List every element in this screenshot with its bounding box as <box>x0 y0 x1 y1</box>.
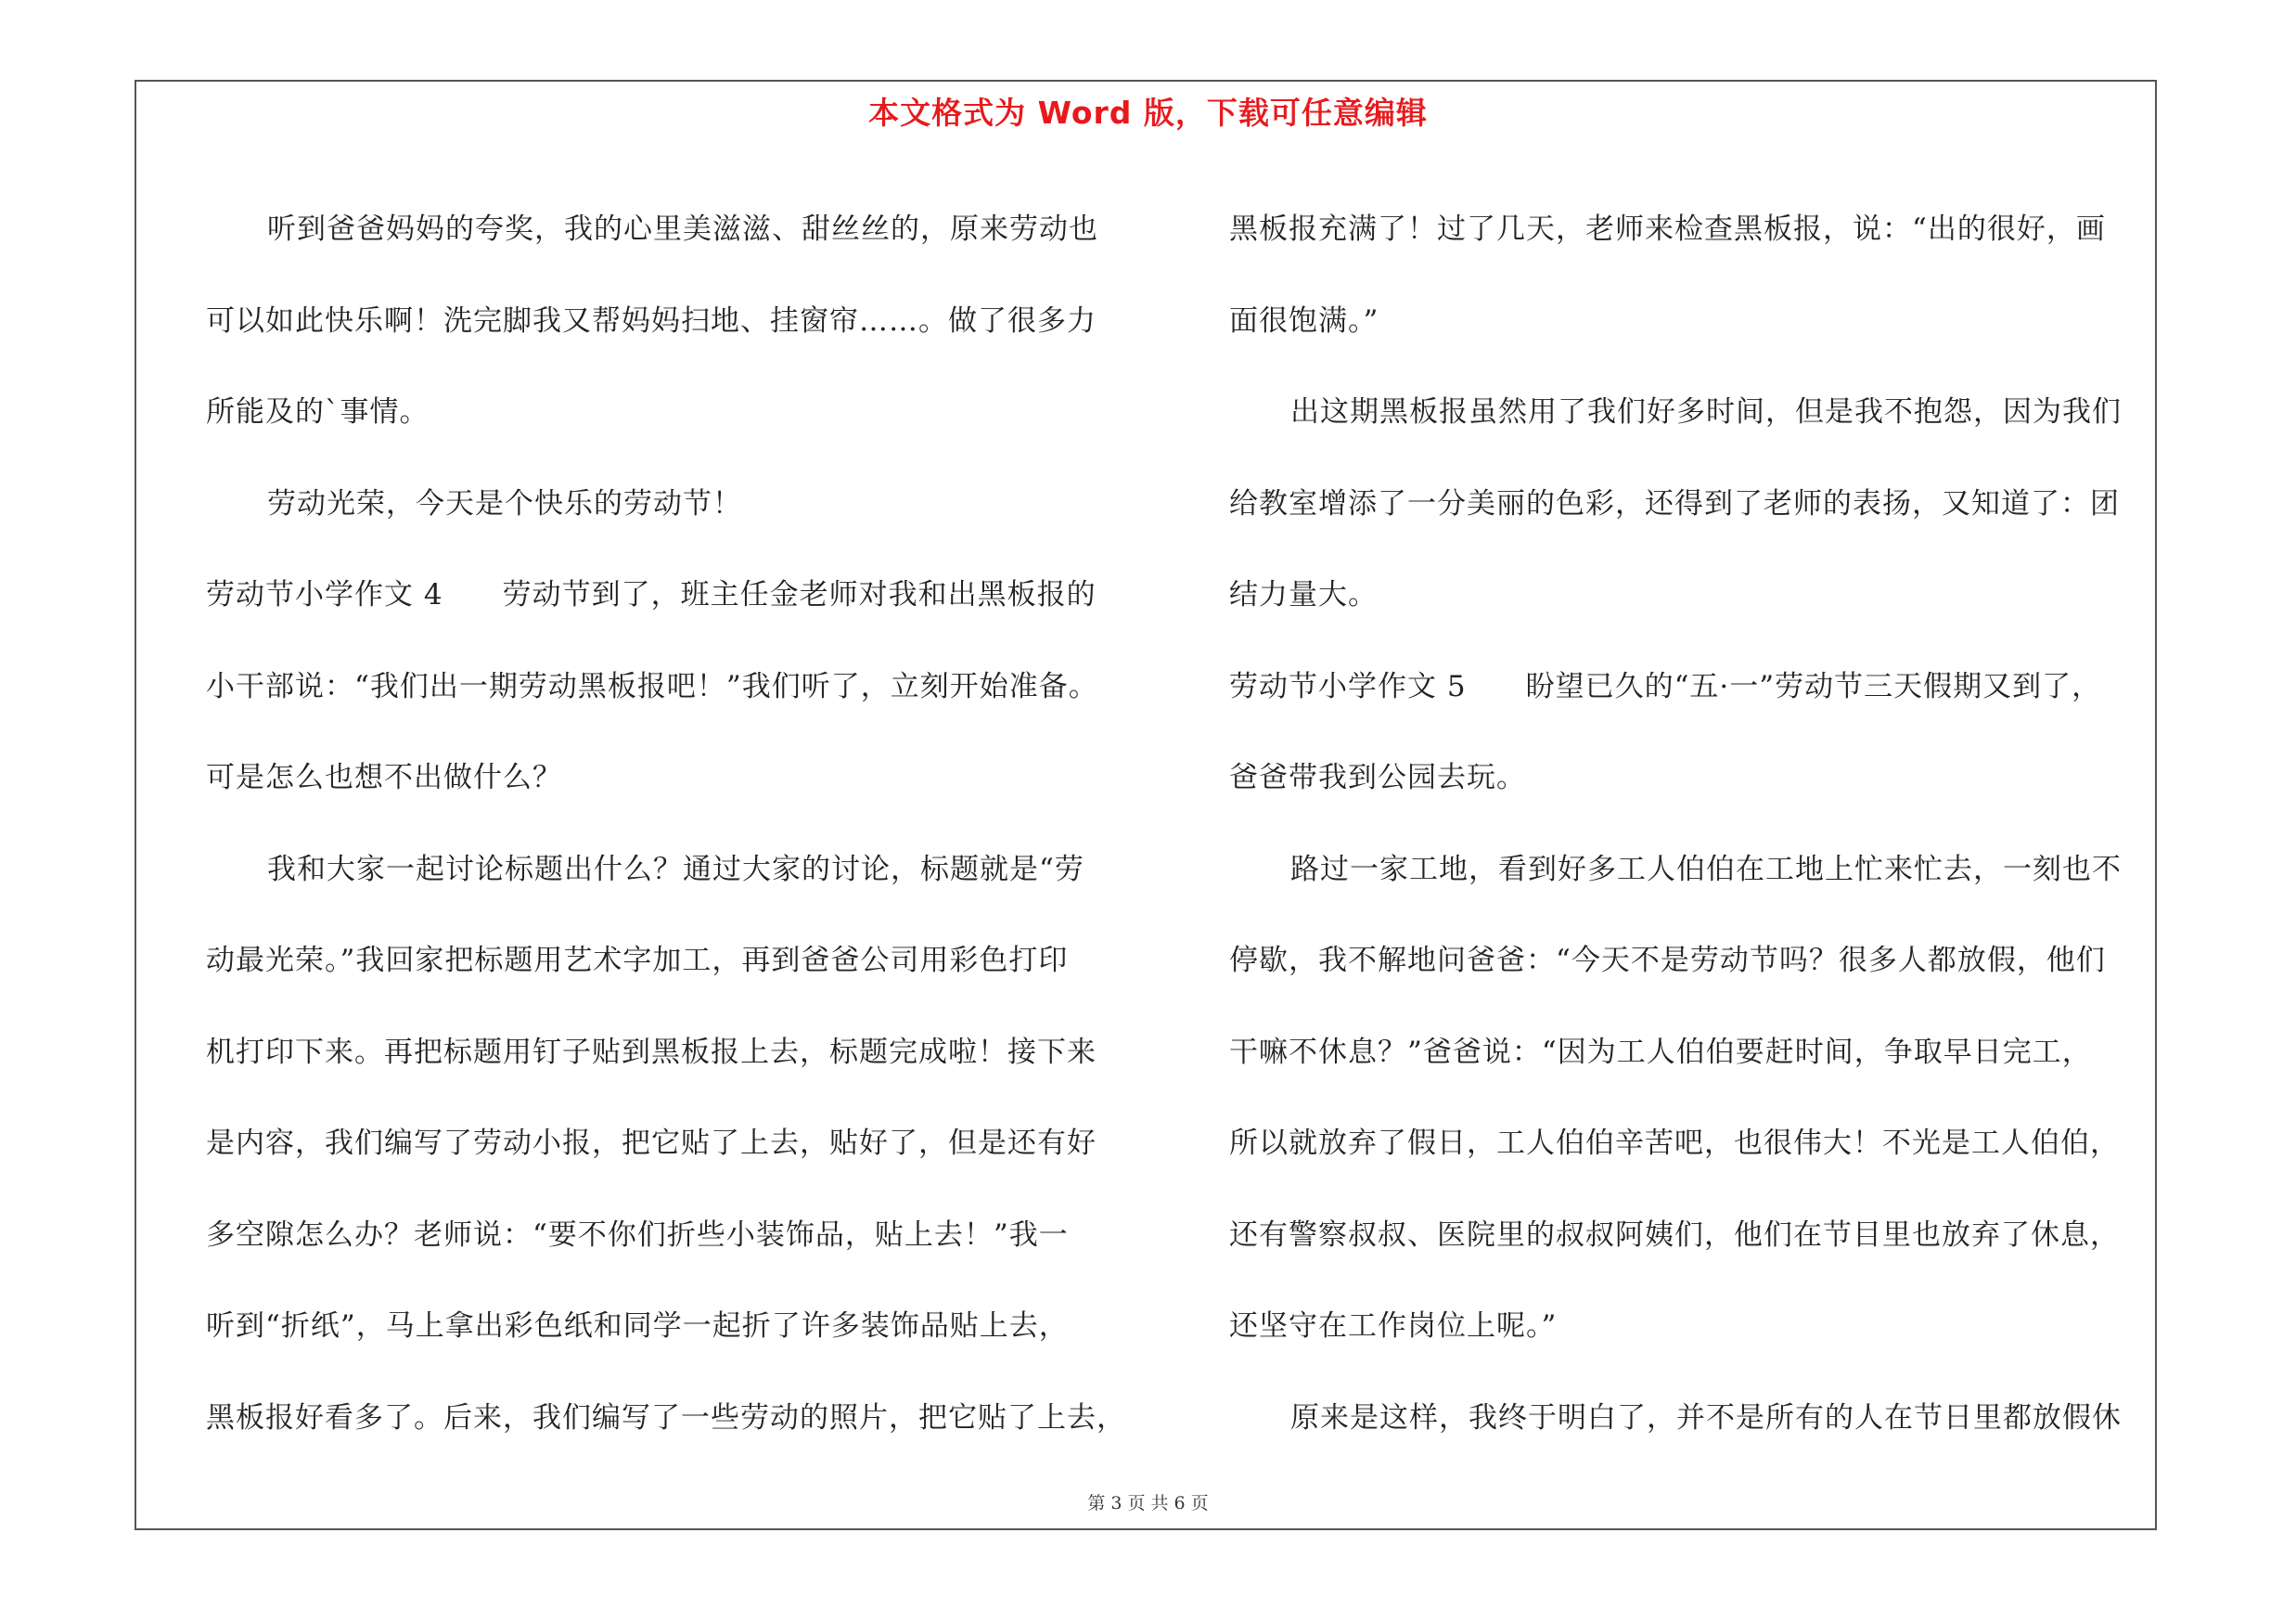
text-line: 劳动光荣，今天是个快乐的劳动节！ <box>267 486 742 521</box>
text-line: 听到“折纸”，马上拿出彩色纸和同学一起折了许多装饰品贴上去， <box>206 1309 1069 1343</box>
text-line: 动最光荣。”我回家把标题用艺术字加工，再到爸爸公司用彩色打印 <box>206 944 1069 977</box>
text-line: 劳动节小学作文 4 劳动节到了，班主任金老师对我和出黑板报的 <box>206 578 1097 612</box>
text-line: 机打印下来。再把标题用钉子贴到黑板报上去，标题完成啦！接下来 <box>206 1035 1097 1069</box>
text-line: 劳动节小学作文 5 盼望已久的“五·一”劳动节三天假期又到了， <box>1229 669 2102 703</box>
text-line: 干嘛不休息？”爸爸说：“因为工人伯伯要赶时间，争取早日完工， <box>1229 1035 2092 1069</box>
left-text-column <box>206 184 1143 1463</box>
text-line: 小干部说：“我们出一期劳动黑板报吧！”我们听了，立刻开始准备。 <box>206 669 1098 703</box>
text-line: 多空隙怎么办？老师说：“要不你们折些小装饰品，贴上去！”我一 <box>206 1217 1069 1252</box>
text-line: 还有警察叔叔、医院里的叔叔阿姨们，他们在节目里也放弃了休息， <box>1229 1217 2120 1252</box>
text-line: 结力量大。 <box>1229 578 1378 612</box>
text-line: 原来是这样，我终于明白了，并不是所有的人在节日里都放假休 <box>1290 1400 2122 1435</box>
text-line: 出这期黑板报虽然用了我们好多时间，但是我不抱怨，因为我们 <box>1290 395 2122 429</box>
right-text-column <box>1229 184 2159 1463</box>
text-line: 还坚守在工作岗位上呢。” <box>1229 1309 1558 1343</box>
page-footer: 第 3 页 共 6 页 <box>1087 1493 1209 1514</box>
text-line: 所能及的`事情。 <box>206 395 430 429</box>
text-line: 可以如此快乐啊！洗完脚我又帮妈妈扫地、挂窗帘……。做了很多力 <box>206 303 1097 338</box>
text-line: 停歇，我不解地问爸爸：“今天不是劳动节吗？很多人都放假，他们 <box>1229 944 2106 977</box>
text-line: 是内容，我们编写了劳动小报，把它贴了上去，贴好了，但是还有好 <box>206 1127 1097 1160</box>
text-line: 爸爸带我到公园去玩。 <box>1229 761 1526 794</box>
text-line: 给教室增添了一分美丽的色彩，还得到了老师的表扬，又知道了：团 <box>1229 486 2120 521</box>
header-banner: 本文格式为 Word 版，下载可任意编辑 <box>868 95 1428 131</box>
text-line: 黑板报充满了！过了几天，老师来检查黑板报，说：“出的很好，画 <box>1229 213 2106 246</box>
text-line: 路过一家工地，看到好多工人伯伯在工地上忙来忙去，一刻也不 <box>1290 852 2122 886</box>
text-line: 我和大家一起讨论标题出什么？通过大家的讨论，标题就是“劳 <box>267 852 1084 886</box>
text-line: 所以就放弃了假日，工人伯伯辛苦吧，也很伟大！不光是工人伯伯， <box>1229 1127 2120 1160</box>
text-line: 听到爸爸妈妈的夸奖，我的心里美滋滋、甜丝丝的，原来劳动也 <box>267 213 1098 246</box>
text-line: 可是怎么也想不出做什么？ <box>206 761 562 794</box>
text-line: 黑板报好看多了。后来，我们编写了一些劳动的照片，把它贴了上去， <box>206 1400 1126 1435</box>
text-line: 面很饱满。” <box>1229 303 1379 338</box>
